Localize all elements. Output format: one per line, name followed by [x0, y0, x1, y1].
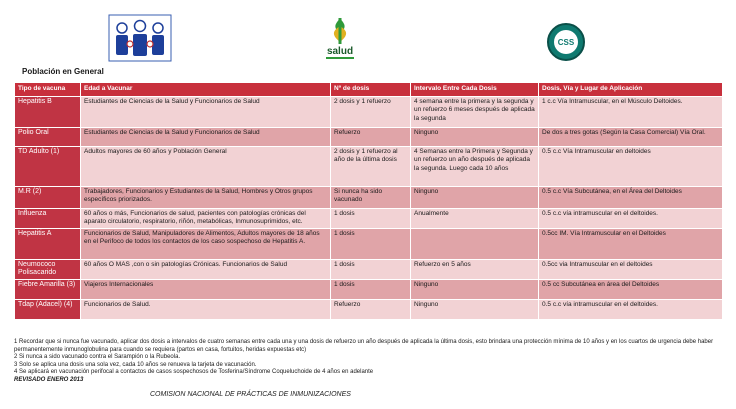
footnote-3: 3 Solo se aplica una dosis una sola vez, cada 10 años se renueva la tarjeta de vacunación. [14, 361, 257, 368]
vaccine-name: Polio Oral [15, 128, 81, 147]
table-cell: Ninguno [411, 128, 539, 147]
table-cell: Funcionarios de Salud, Manipuladores de Alimentos, Adultos mayores de 18 años en el Perifoco de todos los contactos de los caso sospechoso de Hepatitis A. [81, 229, 331, 260]
vaccine-name: Hepatitis A [15, 229, 81, 260]
table-cell: 60 años O MAS ,con o sin patologías Crónicas. Funcionarios de Salud [81, 260, 331, 280]
table-row [15, 209, 723, 229]
table-cell: Anualmente [411, 209, 539, 229]
table-cell: 1 c.c Vía Intramuscular, en el Músculo Deltoides. [539, 97, 723, 128]
col-header-doses: Nº de dosis [331, 83, 411, 97]
col-header-route: Dosis, Vía y Lugar de Aplicación [539, 83, 723, 97]
table-row [15, 300, 723, 320]
table-cell: 1 dosis [331, 280, 411, 300]
col-header-interval: Intervalo Entre Cada Dosis [411, 83, 539, 97]
table-cell: Ninguno [411, 280, 539, 300]
table-cell: 0.5cc via Intramuscular en el deltoides [539, 260, 723, 280]
table-cell: De dos a tres gotas (Según la Casa Comercial) Vía Oral. [539, 128, 723, 147]
table-cell: 0.5 c.c vía intramuscular en el deltoides. [539, 300, 723, 320]
table-row [15, 187, 723, 209]
vaccination-table [14, 82, 723, 320]
footnote-1: 1 Recordar que si nunca fue vacunado, aplicar dos dosis a intervalos de cuatro semanas entre cada una y una dosis de refuerzo un año después de aplicada la última dosis, esto brindara una protección mínima de 10 años y en los cuartos de urgencia debe haber permanentemente inmunoglobulina para cuando se requiera (partos en casa, fortuitos, heridas expuestas etc) [14, 339, 714, 353]
table-row [15, 97, 723, 128]
table-cell [411, 229, 539, 260]
col-header-vaccine-type: Tipo de vacuna [15, 83, 81, 97]
table-cell: Ninguno [411, 300, 539, 320]
table-cell: 2 dosis y 1 refuerzo al año de la última dosis [331, 147, 411, 187]
table-row [15, 229, 723, 260]
table-cell: 1 dosis [331, 229, 411, 260]
vaccine-name: Hepatitis B [15, 97, 81, 128]
table-row [15, 280, 723, 300]
table-cell: Si nunca ha sido vacunado [331, 187, 411, 209]
table-cell: 0.5 c.c vía intramuscular en el deltoides. [539, 209, 723, 229]
table-cell: Refuerzo [331, 300, 411, 320]
table-cell: 0.5cc IM. Vía Intramuscular en el Deltoides [539, 229, 723, 260]
table-cell: 2 dosis y 1 refuerzo [331, 97, 411, 128]
page-title: Población en General [22, 67, 104, 76]
table-row [15, 260, 723, 280]
table-cell: Funcionarios de Salud. [81, 300, 331, 320]
table-cell: 1 dosis [331, 260, 411, 280]
table-cell: Viajeros Internacionales [81, 280, 331, 300]
table-cell: Adultos mayores de 60 años y Población General [81, 147, 331, 187]
table-cell: Ninguno [411, 187, 539, 209]
table-cell: 1 dosis [331, 209, 411, 229]
table-header-row [15, 83, 723, 97]
table-cell: Trabajadores, Funcionarios y Estudiantes de la Salud, Hombres y Otros grupos específicos priorizados. [81, 187, 331, 209]
table-row [15, 147, 723, 187]
table-cell: 4 Semanas entre la Primera y Segunda y un refuerzo un año después de aplicada la segunda. Luego cada 10 años [411, 147, 539, 187]
svg-text:CSS: CSS [557, 38, 575, 47]
commission-name: COMISION NACIONAL DE PRÁCTICAS DE INMUNIZACIONES [150, 391, 351, 398]
table-cell: 0.5 c.c Vía Intramuscular en deltoides [539, 147, 723, 187]
table-row [15, 128, 723, 147]
table-cell: 0.5 cc Subcutánea en área del Deltoides [539, 280, 723, 300]
revision-date: REVISADO ENERO 2013 [14, 376, 84, 383]
table-cell: 60 años o más, Funcionarios de salud, pacientes con patologías crónicas del aparato circulatorio, respiratorio, riñón, metabólicas, Inmunosuprimidos, etc. [81, 209, 331, 229]
salud-logo [318, 14, 362, 64]
col-header-age: Edad a Vacunar [81, 83, 331, 97]
table-cell: 0.5 c.c Vía Subcutánea, en el Área del Deltoides [539, 187, 723, 209]
table-cell: 4 semana entre la primera y la segunda y un refuerzo 6 meses después de aplicada la segunda [411, 97, 539, 128]
svg-text:salud: salud [326, 46, 354, 57]
footnote-4: 4 Se aplicará en vacunación perifocal a contactos de casos sospechosos de Tosferina/Síndrome Coqueluchoide de 4 años en adelante [14, 369, 374, 376]
table-cell: Refuerzo [331, 128, 411, 147]
table-cell: Estudiantes de Ciencias de la Salud y Funcionarios de Salud [81, 128, 331, 147]
vaccine-name: Neumococo Polisacarido [15, 260, 81, 280]
footnotes [14, 339, 726, 385]
css-seal-logo [546, 22, 586, 62]
vaccine-name: Influenza [15, 209, 81, 229]
vaccine-name: Fiebre Amarilla (3) [15, 280, 81, 300]
vaccine-name: Tdap (Adacel) (4) [15, 300, 81, 320]
vaccine-name: M.R (2) [15, 187, 81, 209]
family-figures-logo [108, 14, 172, 62]
table-cell: Estudiantes de Ciencias de la Salud y Funcionarios de Salud [81, 97, 331, 128]
footnote-2: 2 Si nunca a sido vacunado contra el Sarampión o la Rubeola. [14, 354, 181, 361]
table-cell: Refuerzo en 5 años [411, 260, 539, 280]
vaccine-name: TD Adulto (1) [15, 147, 81, 187]
